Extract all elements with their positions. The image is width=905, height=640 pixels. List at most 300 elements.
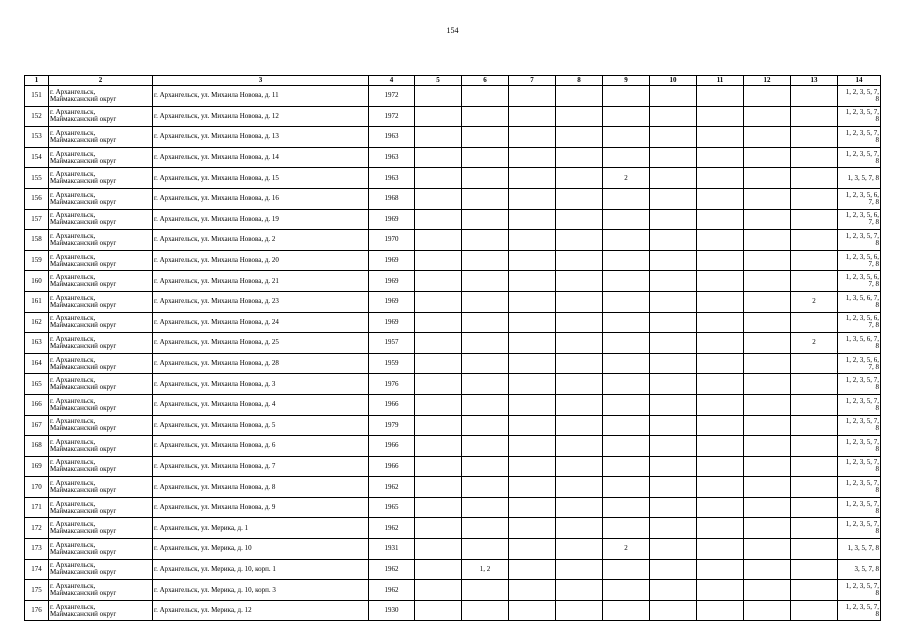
row-number: 161: [25, 291, 49, 312]
col14-cell-line: 1, 2, 3, 5, 6,: [845, 211, 879, 220]
year-cell: 1962: [369, 580, 415, 601]
row-number: 168: [25, 436, 49, 457]
col9-cell: [603, 147, 650, 168]
col13-cell: 2: [791, 291, 838, 312]
column-header: 8: [556, 76, 603, 86]
row-number: 162: [25, 312, 49, 333]
table-row: [25, 291, 881, 312]
address-cell: г. Архангельск, ул. Михаила Новова, д. 15: [153, 168, 369, 189]
col5-cell: [415, 147, 462, 168]
row-number: 154: [25, 147, 49, 168]
district-cell: [49, 497, 153, 518]
col14-cell-line: 1, 2, 3, 5, 7,: [845, 128, 879, 137]
table-row: [25, 312, 881, 333]
col9-cell: [603, 312, 650, 333]
row-number: 172: [25, 518, 49, 539]
col11-cell: [697, 539, 744, 560]
district-cell-line: Маймаксанский округ: [50, 383, 117, 392]
district-cell: [49, 436, 153, 457]
col5-cell: [415, 209, 462, 230]
row-number: 173: [25, 539, 49, 560]
district-cell-line: г. Архангельск,: [50, 458, 96, 467]
year-cell: 1966: [369, 436, 415, 457]
col14-cell: [838, 353, 881, 374]
district-cell-line: Маймаксанский округ: [50, 341, 117, 350]
col8-cell: [556, 106, 603, 127]
col14-cell-line: 1, 2, 3, 5, 7,: [845, 231, 879, 240]
table-row: [25, 188, 881, 209]
col10-cell: [650, 600, 697, 621]
col10-cell: [650, 415, 697, 436]
address-cell: г. Архангельск, ул. Михаила Новова, д. 7: [153, 456, 369, 477]
col10-cell: [650, 353, 697, 374]
address-cell: г. Архангельск, ул. Мерика, д. 10, корп. 3: [153, 580, 369, 601]
col8-cell: [556, 291, 603, 312]
col6-cell: [462, 168, 509, 189]
col9-cell: [603, 333, 650, 354]
district-cell-line: Маймаксанский округ: [50, 506, 117, 515]
col14-cell-line: 1, 2, 3, 5, 6,: [845, 273, 879, 282]
district-cell: [49, 127, 153, 148]
col8-cell: [556, 188, 603, 209]
col14-cell: [838, 436, 881, 457]
col14-cell: [838, 188, 881, 209]
district-cell-line: Маймаксанский округ: [50, 589, 117, 598]
col12-cell: [744, 353, 791, 374]
column-header: 12: [744, 76, 791, 86]
col11-cell: [697, 250, 744, 271]
col14-cell-line: 8: [875, 589, 879, 598]
col14-cell-line: 8: [875, 383, 879, 392]
year-cell: 1970: [369, 230, 415, 251]
col12-cell: [744, 456, 791, 477]
col10-cell: [650, 312, 697, 333]
col14-cell-line: 1, 3, 5, 7, 8: [847, 544, 879, 553]
col6-cell: 1, 2: [462, 559, 509, 580]
district-cell-line: Маймаксанский округ: [50, 218, 117, 227]
col13-cell: [791, 415, 838, 436]
col11-cell: [697, 168, 744, 189]
col7-cell: [509, 312, 556, 333]
col11-cell: [697, 312, 744, 333]
year-cell: 1969: [369, 291, 415, 312]
address-cell: г. Архангельск, ул. Михаила Новова, д. 13: [153, 127, 369, 148]
row-number: 160: [25, 271, 49, 292]
col12-cell: [744, 106, 791, 127]
col9-cell: [603, 600, 650, 621]
district-cell: [49, 600, 153, 621]
district-cell-line: Маймаксанский округ: [50, 259, 117, 268]
col5-cell: [415, 436, 462, 457]
col13-cell: [791, 127, 838, 148]
col7-cell: [509, 147, 556, 168]
col8-cell: [556, 127, 603, 148]
col11-cell: [697, 291, 744, 312]
table-row: [25, 497, 881, 518]
col7-cell: [509, 456, 556, 477]
district-cell: [49, 333, 153, 354]
col8-cell: [556, 230, 603, 251]
row-number: 151: [25, 86, 49, 107]
col14-cell: [838, 497, 881, 518]
col10-cell: [650, 559, 697, 580]
row-number: 167: [25, 415, 49, 436]
col5-cell: [415, 188, 462, 209]
district-cell-line: г. Архангельск,: [50, 149, 96, 158]
col14-cell: [838, 333, 881, 354]
column-header: 10: [650, 76, 697, 86]
district-cell: [49, 312, 153, 333]
col12-cell: [744, 436, 791, 457]
district-cell-line: Маймаксанский округ: [50, 300, 117, 309]
col8-cell: [556, 86, 603, 107]
col9-cell: [603, 497, 650, 518]
year-cell: 1979: [369, 415, 415, 436]
table-row: [25, 333, 881, 354]
district-cell: [49, 106, 153, 127]
page-number: 154: [446, 26, 459, 35]
address-cell: г. Архангельск, ул. Мерика, д. 1: [153, 518, 369, 539]
year-cell: 1968: [369, 188, 415, 209]
col12-cell: [744, 477, 791, 498]
address-cell: г. Архангельск, ул. Михаила Новова, д. 8: [153, 477, 369, 498]
col7-cell: [509, 188, 556, 209]
col7-cell: [509, 230, 556, 251]
col11-cell: [697, 147, 744, 168]
district-cell-line: Маймаксанский округ: [50, 321, 117, 330]
col7-cell: [509, 415, 556, 436]
col6-cell: [462, 333, 509, 354]
col11-cell: [697, 600, 744, 621]
district-cell-line: Маймаксанский округ: [50, 609, 117, 618]
year-cell: 1969: [369, 250, 415, 271]
address-cell: г. Архангельск, ул. Михаила Новова, д. 11: [153, 86, 369, 107]
col13-cell: [791, 209, 838, 230]
address-cell: г. Архангельск, ул. Михаила Новова, д. 21: [153, 271, 369, 292]
col11-cell: [697, 230, 744, 251]
table-row: [25, 559, 881, 580]
col5-cell: [415, 230, 462, 251]
col14-cell-line: 1, 2, 3, 5, 7,: [845, 582, 879, 591]
table-row: [25, 250, 881, 271]
district-cell-line: Маймаксанский округ: [50, 94, 117, 103]
col14-cell-line: 7, 8: [868, 259, 879, 268]
col14-cell: [838, 580, 881, 601]
col12-cell: [744, 168, 791, 189]
row-number: 176: [25, 600, 49, 621]
col12-cell: [744, 559, 791, 580]
address-cell: г. Архангельск, ул. Михаила Новова, д. 4: [153, 394, 369, 415]
col10-cell: [650, 250, 697, 271]
col9-cell: 2: [603, 168, 650, 189]
col14-cell: [838, 312, 881, 333]
col10-cell: [650, 106, 697, 127]
col9-cell: [603, 271, 650, 292]
col13-cell: [791, 477, 838, 498]
col10-cell: [650, 374, 697, 395]
address-cell: г. Архангельск, ул. Михаила Новова, д. 24: [153, 312, 369, 333]
col13-cell: [791, 539, 838, 560]
col14-cell: [838, 230, 881, 251]
col10-cell: [650, 147, 697, 168]
col14-cell-line: 8: [875, 486, 879, 495]
col14-cell-line: 7, 8: [868, 321, 879, 330]
col7-cell: [509, 291, 556, 312]
col14-cell-line: 8: [875, 444, 879, 453]
district-cell: [49, 539, 153, 560]
col14-cell-line: 1, 3, 5, 6, 7,: [845, 293, 879, 302]
col12-cell: [744, 374, 791, 395]
col9-cell: [603, 477, 650, 498]
col11-cell: [697, 477, 744, 498]
col14-cell: [838, 250, 881, 271]
col11-cell: [697, 394, 744, 415]
district-cell: [49, 374, 153, 395]
col11-cell: [697, 209, 744, 230]
column-header: 1: [25, 76, 49, 86]
table-row: [25, 539, 881, 560]
col7-cell: [509, 477, 556, 498]
col5-cell: [415, 291, 462, 312]
col10-cell: [650, 291, 697, 312]
district-cell: [49, 188, 153, 209]
district-cell-line: г. Архангельск,: [50, 582, 96, 591]
district-cell: [49, 250, 153, 271]
row-number: 166: [25, 394, 49, 415]
col11-cell: [697, 127, 744, 148]
col9-cell: [603, 209, 650, 230]
col10-cell: [650, 580, 697, 601]
col6-cell: [462, 209, 509, 230]
col6-cell: [462, 127, 509, 148]
col6-cell: [462, 250, 509, 271]
col14-cell-line: 1, 2, 3, 5, 6,: [845, 355, 879, 364]
col13-cell: [791, 394, 838, 415]
col5-cell: [415, 415, 462, 436]
col14-cell: [838, 147, 881, 168]
district-cell-line: Маймаксанский округ: [50, 547, 117, 556]
address-cell: г. Архангельск, ул. Мерика, д. 10, корп. 1: [153, 559, 369, 580]
col13-cell: [791, 436, 838, 457]
col10-cell: [650, 271, 697, 292]
year-cell: 1963: [369, 147, 415, 168]
col5-cell: [415, 518, 462, 539]
row-number: 152: [25, 106, 49, 127]
district-cell-line: г. Архангельск,: [50, 252, 96, 261]
col14-cell: [838, 291, 881, 312]
col14-cell-line: 8: [875, 506, 879, 515]
col6-cell: [462, 600, 509, 621]
col7-cell: [509, 518, 556, 539]
col6-cell: [462, 477, 509, 498]
district-cell-line: Маймаксанский округ: [50, 177, 117, 186]
col8-cell: [556, 580, 603, 601]
table-row: [25, 353, 881, 374]
district-cell-line: г. Архангельск,: [50, 314, 96, 323]
col7-cell: [509, 497, 556, 518]
col5-cell: [415, 497, 462, 518]
col5-cell: [415, 539, 462, 560]
col5-cell: [415, 127, 462, 148]
table-row: [25, 600, 881, 621]
col5-cell: [415, 168, 462, 189]
col11-cell: [697, 559, 744, 580]
col8-cell: [556, 312, 603, 333]
col9-cell: [603, 415, 650, 436]
col14-cell: [838, 209, 881, 230]
col8-cell: [556, 436, 603, 457]
table-row: [25, 374, 881, 395]
district-cell-line: г. Архангельск,: [50, 190, 96, 199]
col6-cell: [462, 106, 509, 127]
col9-cell: [603, 394, 650, 415]
col6-cell: [462, 580, 509, 601]
col9-cell: 2: [603, 539, 650, 560]
district-cell-line: г. Архангельск,: [50, 499, 96, 508]
col7-cell: [509, 168, 556, 189]
col14-cell-line: 7, 8: [868, 197, 879, 206]
col7-cell: [509, 559, 556, 580]
col6-cell: [462, 230, 509, 251]
col7-cell: [509, 374, 556, 395]
col6-cell: [462, 394, 509, 415]
district-cell-line: Маймаксанский округ: [50, 568, 117, 577]
col6-cell: [462, 374, 509, 395]
col7-cell: [509, 600, 556, 621]
col14-cell-line: 1, 2, 3, 5, 7,: [845, 520, 879, 529]
address-cell: г. Архангельск, ул. Мерика, д. 10: [153, 539, 369, 560]
col6-cell: [462, 415, 509, 436]
col10-cell: [650, 518, 697, 539]
year-cell: 1969: [369, 312, 415, 333]
district-cell: [49, 394, 153, 415]
column-header: 13: [791, 76, 838, 86]
col12-cell: [744, 86, 791, 107]
row-number: 163: [25, 333, 49, 354]
district-cell: [49, 353, 153, 374]
col8-cell: [556, 271, 603, 292]
table-row: [25, 127, 881, 148]
col14-cell: [838, 477, 881, 498]
col7-cell: [509, 353, 556, 374]
col14-cell: [838, 374, 881, 395]
district-cell-line: Маймаксанский округ: [50, 197, 117, 206]
col14-cell-line: 1, 2, 3, 5, 6,: [845, 314, 879, 323]
col10-cell: [650, 333, 697, 354]
table-row: [25, 518, 881, 539]
district-cell-line: г. Архангельск,: [50, 561, 96, 570]
district-cell: [49, 291, 153, 312]
col8-cell: [556, 456, 603, 477]
district-cell-line: г. Архангельск,: [50, 108, 96, 117]
year-cell: 1966: [369, 394, 415, 415]
col13-cell: [791, 86, 838, 107]
col11-cell: [697, 106, 744, 127]
address-cell: г. Архангельск, ул. Михаила Новова, д. 9: [153, 497, 369, 518]
address-cell: г. Архангельск, ул. Михаила Новова, д. 16: [153, 188, 369, 209]
row-number: 170: [25, 477, 49, 498]
col7-cell: [509, 539, 556, 560]
district-cell-line: г. Архангельск,: [50, 417, 96, 426]
col13-cell: [791, 559, 838, 580]
col14-cell-line: 1, 2, 3, 5, 6,: [845, 190, 879, 199]
col14-cell-line: 7, 8: [868, 218, 879, 227]
district-cell-line: г. Архангельск,: [50, 87, 96, 96]
col7-cell: [509, 209, 556, 230]
column-header: 5: [415, 76, 462, 86]
col10-cell: [650, 86, 697, 107]
district-cell: [49, 518, 153, 539]
table-row: [25, 86, 881, 107]
column-header: 7: [509, 76, 556, 86]
address-cell: г. Архангельск, ул. Михаила Новова, д. 5: [153, 415, 369, 436]
col11-cell: [697, 456, 744, 477]
address-cell: г. Архангельск, ул. Михаила Новова, д. 28: [153, 353, 369, 374]
col8-cell: [556, 600, 603, 621]
col13-cell: [791, 518, 838, 539]
col8-cell: [556, 374, 603, 395]
year-cell: 1962: [369, 477, 415, 498]
district-cell-line: г. Архангельск,: [50, 540, 96, 549]
col6-cell: [462, 188, 509, 209]
district-cell-line: г. Архангельск,: [50, 293, 96, 302]
district-cell-line: Маймаксанский округ: [50, 486, 117, 495]
col7-cell: [509, 127, 556, 148]
col13-cell: [791, 147, 838, 168]
col9-cell: [603, 106, 650, 127]
col10-cell: [650, 456, 697, 477]
address-cell: г. Архангельск, ул. Михаила Новова, д. 20: [153, 250, 369, 271]
col9-cell: [603, 230, 650, 251]
col12-cell: [744, 127, 791, 148]
column-header: 11: [697, 76, 744, 86]
col14-cell: [838, 106, 881, 127]
col9-cell: [603, 127, 650, 148]
row-number: 159: [25, 250, 49, 271]
col14-cell-line: 1, 2, 3, 5, 7,: [845, 396, 879, 405]
col14-cell: [838, 271, 881, 292]
col10-cell: [650, 394, 697, 415]
col14-cell: [838, 168, 881, 189]
district-cell-line: г. Архангельск,: [50, 479, 96, 488]
col9-cell: [603, 291, 650, 312]
district-cell-line: г. Архангельск,: [50, 355, 96, 364]
col12-cell: [744, 209, 791, 230]
col8-cell: [556, 353, 603, 374]
col13-cell: [791, 230, 838, 251]
table-row: [25, 436, 881, 457]
col13-cell: [791, 188, 838, 209]
col11-cell: [697, 188, 744, 209]
row-number: 158: [25, 230, 49, 251]
row-number: 155: [25, 168, 49, 189]
col8-cell: [556, 168, 603, 189]
col5-cell: [415, 374, 462, 395]
district-cell: [49, 168, 153, 189]
district-cell-line: г. Архангельск,: [50, 602, 96, 611]
col14-cell: [838, 456, 881, 477]
col14-cell-line: 1, 2, 3, 5, 7,: [845, 458, 879, 467]
col14-cell-line: 8: [875, 156, 879, 165]
col5-cell: [415, 312, 462, 333]
table-row: [25, 456, 881, 477]
col10-cell: [650, 127, 697, 148]
col14-cell-line: 1, 2, 3, 5, 7,: [845, 499, 879, 508]
col12-cell: [744, 188, 791, 209]
column-header: 9: [603, 76, 650, 86]
col11-cell: [697, 518, 744, 539]
col12-cell: [744, 539, 791, 560]
